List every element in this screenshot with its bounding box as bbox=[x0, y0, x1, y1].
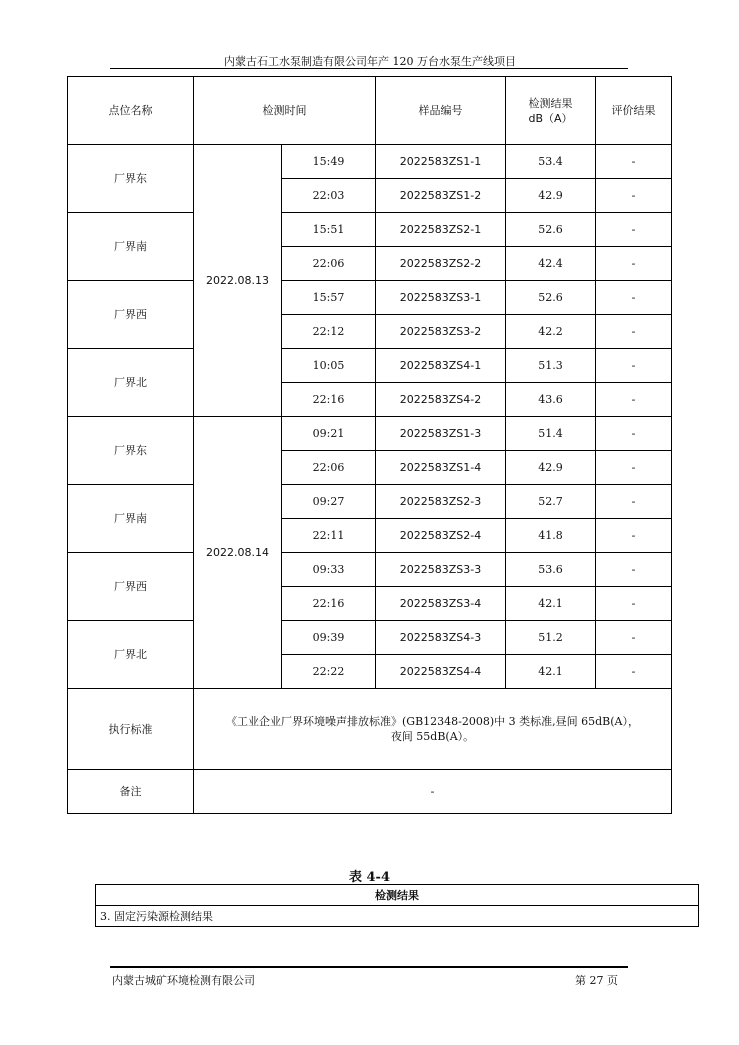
sample-id-cell: 2022583ZS3-2 bbox=[376, 315, 506, 349]
sample-id-cell: 2022583ZS1-1 bbox=[376, 145, 506, 179]
standard-text bbox=[194, 689, 672, 770]
sample-id-cell: 2022583ZS1-2 bbox=[376, 179, 506, 213]
location-cell: 厂界北 bbox=[68, 349, 194, 417]
header-divider bbox=[110, 68, 628, 69]
table-row bbox=[68, 145, 672, 179]
time-cell: 22:06 bbox=[282, 247, 376, 281]
result-value-cell: 42.4 bbox=[506, 247, 596, 281]
table-caption: 表 4-4 bbox=[348, 870, 390, 885]
evaluation-cell: - bbox=[596, 349, 672, 383]
footer-divider bbox=[110, 966, 628, 968]
evaluation-cell: - bbox=[596, 179, 672, 213]
location-cell: 厂界西 bbox=[68, 281, 194, 349]
sample-id-cell: 2022583ZS1-3 bbox=[376, 417, 506, 451]
result-value-cell: 42.1 bbox=[506, 655, 596, 689]
location-cell: 厂界南 bbox=[68, 213, 194, 281]
standard-row bbox=[68, 689, 672, 770]
result-value-cell: 42.1 bbox=[506, 587, 596, 621]
table-row bbox=[68, 553, 672, 587]
evaluation-cell: - bbox=[596, 315, 672, 349]
time-cell: 22:11 bbox=[282, 519, 376, 553]
evaluation-cell: - bbox=[596, 655, 672, 689]
result-value-cell: 42.9 bbox=[506, 451, 596, 485]
time-cell: 09:27 bbox=[282, 485, 376, 519]
evaluation-cell: - bbox=[596, 383, 672, 417]
location-cell: 厂界北 bbox=[68, 621, 194, 689]
result-value-cell: 53.6 bbox=[506, 553, 596, 587]
evaluation-cell: - bbox=[596, 519, 672, 553]
footer-company: 内蒙古城矿环境检测有限公司 bbox=[112, 974, 255, 987]
col-header-evaluation: 评价结果 bbox=[596, 77, 672, 145]
col-header-result-unit: dB（A） bbox=[528, 111, 573, 125]
evaluation-cell: - bbox=[596, 417, 672, 451]
evaluation-cell: - bbox=[596, 485, 672, 519]
sample-id-cell: 2022583ZS1-4 bbox=[376, 451, 506, 485]
time-cell: 09:21 bbox=[282, 417, 376, 451]
result-value-cell: 53.4 bbox=[506, 145, 596, 179]
sample-id-cell: 2022583ZS2-4 bbox=[376, 519, 506, 553]
table-row bbox=[68, 213, 672, 247]
result-value-cell: 51.2 bbox=[506, 621, 596, 655]
result-value-cell: 52.7 bbox=[506, 485, 596, 519]
result-value-cell: 52.6 bbox=[506, 213, 596, 247]
col-header-sample: 样品编号 bbox=[376, 77, 506, 145]
date-cell: 2022.08.14 bbox=[194, 417, 282, 689]
sample-id-cell: 2022583ZS4-3 bbox=[376, 621, 506, 655]
table-row bbox=[68, 281, 672, 315]
col-header-time: 检测时间 bbox=[194, 77, 376, 145]
time-cell: 22:12 bbox=[282, 315, 376, 349]
location-cell: 厂界东 bbox=[68, 145, 194, 213]
evaluation-cell: - bbox=[596, 145, 672, 179]
standard-label: 执行标准 bbox=[68, 689, 194, 770]
remark-label: 备注 bbox=[68, 770, 194, 814]
result-value-cell: 41.8 bbox=[506, 519, 596, 553]
time-cell: 15:57 bbox=[282, 281, 376, 315]
table-row bbox=[68, 621, 672, 655]
remark-row bbox=[68, 770, 672, 814]
sample-id-cell: 2022583ZS2-3 bbox=[376, 485, 506, 519]
location-cell: 厂界南 bbox=[68, 485, 194, 553]
location-cell: 厂界西 bbox=[68, 553, 194, 621]
table-row bbox=[68, 485, 672, 519]
date-cell: 2022.08.13 bbox=[194, 145, 282, 417]
page-header-title: 内蒙古石工水泵制造有限公司年产 120 万台水泵生产线项目 bbox=[224, 55, 516, 68]
evaluation-cell: - bbox=[596, 247, 672, 281]
evaluation-cell: - bbox=[596, 587, 672, 621]
time-cell: 22:22 bbox=[282, 655, 376, 689]
remark-value: - bbox=[194, 770, 672, 814]
evaluation-cell: - bbox=[596, 213, 672, 247]
result-value-cell: 43.6 bbox=[506, 383, 596, 417]
result-value-cell: 51.4 bbox=[506, 417, 596, 451]
evaluation-cell: - bbox=[596, 451, 672, 485]
evaluation-cell: - bbox=[596, 281, 672, 315]
standard-text-line1: 《工业企业厂界环境噪声排放标准》(GB12348-2008)中 3 类标准,昼间 65dB(A）， bbox=[226, 715, 639, 728]
time-cell: 10:05 bbox=[282, 349, 376, 383]
sample-id-cell: 2022583ZS4-2 bbox=[376, 383, 506, 417]
time-cell: 22:06 bbox=[282, 451, 376, 485]
time-cell: 15:49 bbox=[282, 145, 376, 179]
result-value-cell: 42.2 bbox=[506, 315, 596, 349]
table-header-row bbox=[68, 77, 672, 145]
standard-text-line2: 夜间 55dB(A）。 bbox=[390, 730, 475, 743]
time-cell: 22:16 bbox=[282, 587, 376, 621]
result-summary-box bbox=[95, 884, 699, 927]
col-header-result bbox=[506, 77, 596, 145]
sample-id-cell: 2022583ZS2-2 bbox=[376, 247, 506, 281]
time-cell: 15:51 bbox=[282, 213, 376, 247]
evaluation-cell: - bbox=[596, 621, 672, 655]
time-cell: 22:16 bbox=[282, 383, 376, 417]
result-heading: 检测结果 bbox=[96, 885, 699, 906]
time-cell: 09:39 bbox=[282, 621, 376, 655]
evaluation-cell: - bbox=[596, 553, 672, 587]
noise-results-table bbox=[67, 76, 672, 814]
table-row bbox=[68, 349, 672, 383]
result-item: 3. 固定污染源检测结果 bbox=[96, 906, 699, 927]
result-value-cell: 42.9 bbox=[506, 179, 596, 213]
location-cell: 厂界东 bbox=[68, 417, 194, 485]
sample-id-cell: 2022583ZS3-3 bbox=[376, 553, 506, 587]
col-header-result-name: 检测结果 bbox=[528, 96, 573, 110]
sample-id-cell: 2022583ZS4-4 bbox=[376, 655, 506, 689]
sample-id-cell: 2022583ZS3-1 bbox=[376, 281, 506, 315]
footer-page-number: 第 27 页 bbox=[575, 974, 618, 987]
sample-id-cell: 2022583ZS2-1 bbox=[376, 213, 506, 247]
result-value-cell: 51.3 bbox=[506, 349, 596, 383]
time-cell: 22:03 bbox=[282, 179, 376, 213]
col-header-location: 点位名称 bbox=[68, 77, 194, 145]
time-cell: 09:33 bbox=[282, 553, 376, 587]
sample-id-cell: 2022583ZS3-4 bbox=[376, 587, 506, 621]
table-row bbox=[68, 417, 672, 451]
sample-id-cell: 2022583ZS4-1 bbox=[376, 349, 506, 383]
result-value-cell: 52.6 bbox=[506, 281, 596, 315]
